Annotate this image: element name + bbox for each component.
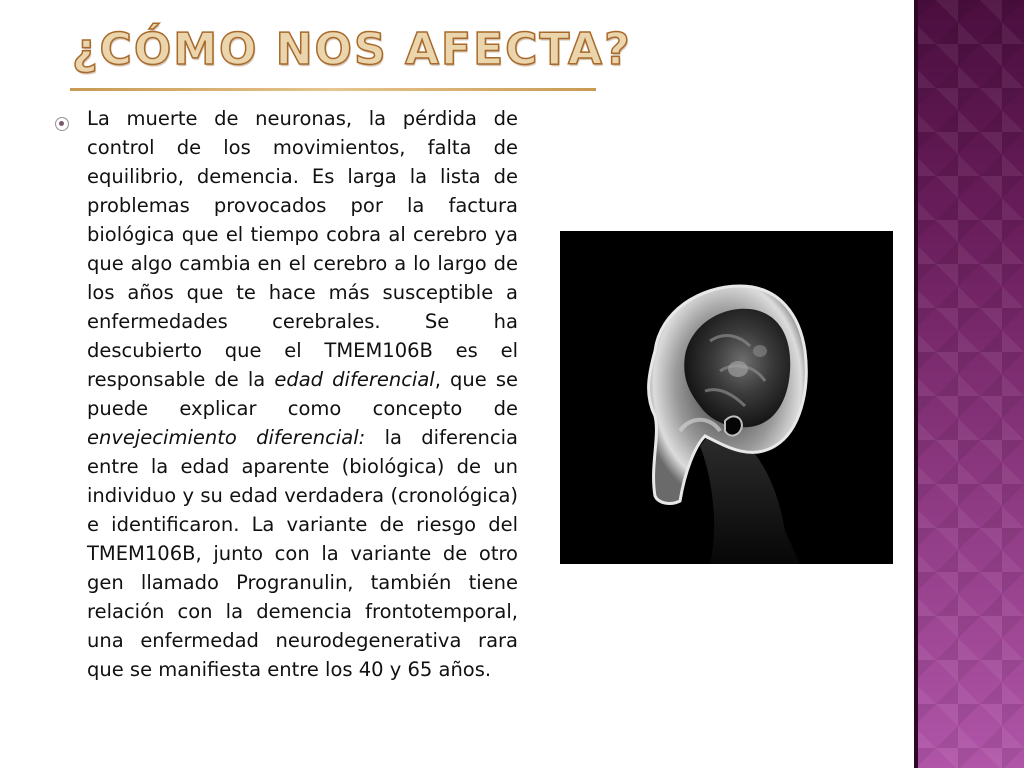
title-underline [70,88,596,91]
panel-pattern [914,0,1024,768]
slide-title: ¿CÓMO NOS AFECTA? [72,24,632,75]
paragraph-text-3: la diferencia entre la edad aparente (biológica) de un individuo y su edad verdadera (cronológica) e identificaron. La variante de riesgo del TMEM106B, junto con la variante de otro gen llamado Progranulin, también tiene relación con la demencia frontotemporal, una enfermedad neurodegenerativa rara que se manifiesta entre los 40 y 65 años. [87,426,518,681]
body-paragraph [87,104,518,684]
decorative-side-panel [914,0,1024,768]
bullet-icon [55,117,69,131]
paragraph-italic-2: envejecimiento diferencial: [87,426,366,449]
panel-edge [914,0,918,768]
paragraph-italic-1: edad diferencial [274,368,435,391]
mri-scan-graphic [560,231,893,564]
mri-brain-image [560,231,893,564]
paragraph-text-2: , que se puede explicar como concepto de [87,368,518,420]
paragraph-text-1: La muerte de neuronas, la pérdida de control de los movimientos, falta de equilibrio, demencia. Es larga la lista de problemas provocados por la factura biológica que el tiempo cobra al cerebro ya que algo cambia en el cerebro a lo largo de los años que te hace más susceptible a enfermedades cerebrales. Se ha descubierto que el TMEM106B es el responsable de la [87,107,518,391]
